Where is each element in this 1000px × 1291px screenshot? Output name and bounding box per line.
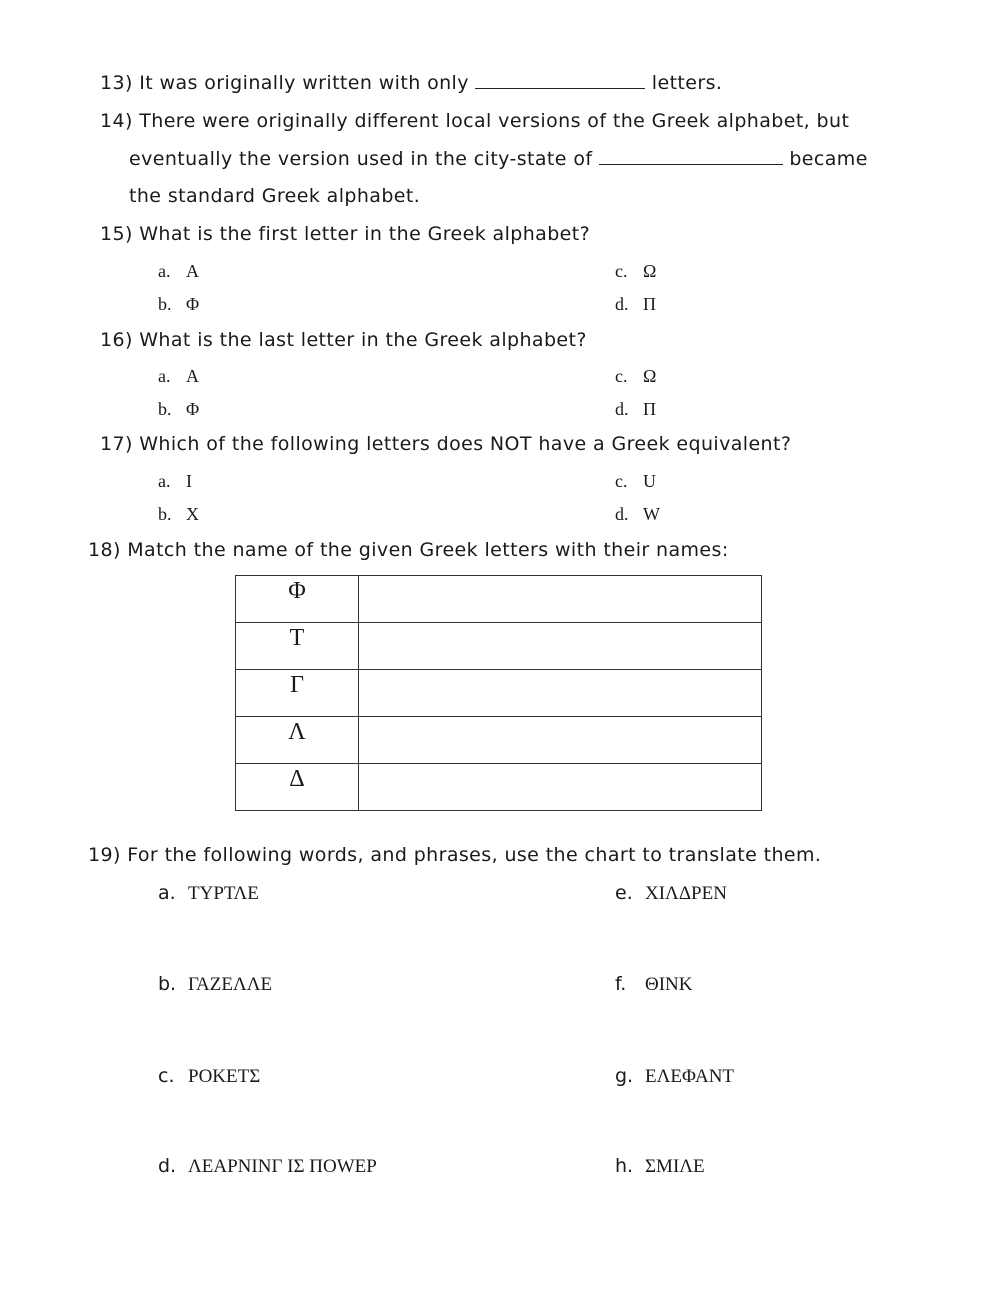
question-text: Which of the following letters does NOT have a Greek equivalent? xyxy=(139,433,792,455)
answer-cell[interactable] xyxy=(359,670,762,717)
question-text: What is the first letter in the Greek alphabet? xyxy=(139,223,591,245)
question-number: 15) xyxy=(100,223,133,245)
translate-item-f[interactable]: f. ΘΙΝΚ xyxy=(615,973,693,995)
question-13 xyxy=(100,70,722,96)
question-text-start: eventually the version used in the city-state of xyxy=(129,148,593,170)
question-text-start: It was originally written with only xyxy=(139,72,469,94)
answer-blank[interactable] xyxy=(475,70,645,89)
option-c[interactable]: c. U xyxy=(615,471,656,491)
answer-blank[interactable] xyxy=(599,146,783,165)
option-d[interactable]: d. Π xyxy=(615,399,656,419)
question-15 xyxy=(100,221,590,247)
translate-item-d[interactable]: d. ΛΕΑΡΝΙΝΓ ΙΣ ΠΟWΕΡ xyxy=(158,1155,377,1177)
greek-letter-cell: Δ xyxy=(236,764,359,811)
option-d[interactable]: d. Π xyxy=(615,294,656,314)
question-text: For the following words, and phrases, use the chart to translate them. xyxy=(127,844,822,866)
question-14-line-2 xyxy=(129,146,868,172)
question-17 xyxy=(100,431,791,457)
translate-item-c[interactable]: c. ΡΟΚΕΤΣ xyxy=(158,1065,261,1087)
question-number: 18) xyxy=(88,539,121,561)
question-14-line-3 xyxy=(129,183,420,209)
option-b[interactable]: b. Φ xyxy=(158,399,200,419)
question-text-end: letters. xyxy=(651,72,723,94)
option-c[interactable]: c. Ω xyxy=(615,261,657,281)
greek-letter-cell: Γ xyxy=(236,670,359,717)
answer-cell[interactable] xyxy=(359,576,762,623)
translate-item-g[interactable]: g. ΕΛΕΦΑΝΤ xyxy=(615,1065,735,1087)
greek-letter-cell: Λ xyxy=(236,717,359,764)
translate-item-b[interactable]: b. ΓΑΖΕΛΛΕ xyxy=(158,973,273,995)
option-b[interactable]: b. X xyxy=(158,504,199,524)
question-text: What is the last letter in the Greek alphabet? xyxy=(139,329,587,351)
option-c[interactable]: c. Ω xyxy=(615,366,657,386)
question-text-end: became xyxy=(789,148,868,170)
option-a[interactable]: a. Α xyxy=(158,366,199,386)
answer-cell[interactable] xyxy=(359,764,762,811)
table-row xyxy=(236,764,762,811)
option-a[interactable]: a. I xyxy=(158,471,192,491)
table-row xyxy=(236,576,762,623)
option-a[interactable]: a. Α xyxy=(158,261,199,281)
question-19 xyxy=(88,842,821,868)
translate-item-e[interactable]: e. ΧΙΛΔΡΕΝ xyxy=(615,882,727,904)
question-number: 16) xyxy=(100,329,133,351)
question-number: 14) xyxy=(100,110,133,132)
question-14-line-1 xyxy=(100,108,849,134)
option-d[interactable]: d. W xyxy=(615,504,660,524)
translate-item-a[interactable]: a. ΤΥΡΤΛΕ xyxy=(158,882,259,904)
question-number: 13) xyxy=(100,72,133,94)
translate-item-h[interactable]: h. ΣΜΙΛΕ xyxy=(615,1155,705,1177)
question-text: the standard Greek alphabet. xyxy=(129,185,421,207)
question-text: Match the name of the given Greek letters with their names: xyxy=(127,539,729,561)
table-row xyxy=(236,623,762,670)
question-number: 17) xyxy=(100,433,133,455)
greek-letter-cell: Φ xyxy=(236,576,359,623)
greek-letter-cell: Τ xyxy=(236,623,359,670)
question-number: 19) xyxy=(88,844,121,866)
question-text: There were originally different local versions of the Greek alphabet, but xyxy=(139,110,850,132)
table-row xyxy=(236,717,762,764)
question-18 xyxy=(88,537,729,563)
matching-table xyxy=(235,575,762,811)
answer-cell[interactable] xyxy=(359,623,762,670)
question-16 xyxy=(100,327,587,353)
answer-cell[interactable] xyxy=(359,717,762,764)
table-row xyxy=(236,670,762,717)
option-b[interactable]: b. Φ xyxy=(158,294,200,314)
